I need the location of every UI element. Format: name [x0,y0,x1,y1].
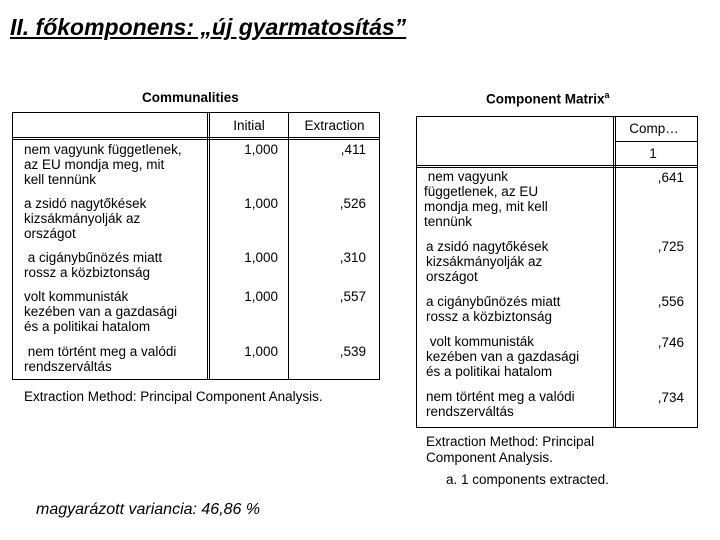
component-matrix-row-label: a cigánybűnözés miatt rossz a közbiztonság [426,294,561,324]
explained-variance: magyarázott variancia: 46,86 % [36,501,261,518]
communalities-row-label: a zsidó nagytőkések kizsákmányolják az országot [24,196,147,241]
component-matrix-value: ,641 [657,170,684,185]
slide-title: II. főkomponens: „új gyarmatosítás” [10,14,407,40]
component-matrix-row-label: a zsidó nagytőkések kizsákmányolják az országot [426,239,549,284]
communalities-header-extraction: Extraction [304,118,365,133]
communalities-caption: Communalities [142,90,239,105]
component-matrix-caption: Component Matrix$^a$ [486,90,610,107]
component-matrix-note: a. 1 components extracted. [446,472,609,487]
component-matrix-value: ,725 [657,239,684,254]
communalities-initial-value: 1,000 [244,250,278,265]
component-matrix-value: ,556 [657,294,684,309]
component-matrix-label-divider [613,116,616,428]
communalities-extraction-value: ,539 [339,344,366,359]
communalities-row-label: volt kommunisták kezében van a gazdasági és a politikai hatalom [24,289,178,334]
component-matrix-header: Comp… [629,121,679,136]
component-matrix-value: ,746 [657,335,684,350]
component-matrix-header-divider [416,165,698,168]
component-matrix-header-split [615,141,698,142]
communalities-row-label: a cigánybűnözés miatt rossz a közbiztonság [24,250,163,280]
component-matrix-subheader: 1 [649,146,657,161]
communalities-header-initial: Initial [233,118,265,133]
component-matrix-footnote: Extraction Method: Principal Component Analysis. [426,434,595,465]
communalities-footnote: Extraction Method: Principal Component Analysis. [24,389,323,404]
component-matrix-row-label: nem történt meg a valódi rendszerváltás [426,389,575,419]
communalities-extraction-value: ,310 [339,250,366,265]
communalities-row-label: nem történt meg a valódi rendszerváltás [24,344,177,374]
component-matrix-row-label: nem vagyunk függetlenek, az EU mondja meg, mit kell tennünk [424,169,548,229]
component-matrix-value: ,734 [657,390,684,405]
communalities-row-label: nem vagyunk függetlenek, az EU mondja meg, mit kell tennünk [24,142,182,187]
communalities-extraction-value: ,557 [339,289,366,304]
communalities-initial-value: 1,000 [244,196,278,211]
component-matrix-row-label: volt kommunisták kezében van a gazdasági és a politikai hatalom [426,334,580,379]
communalities-extraction-value: ,411 [340,142,366,157]
communalities-extraction-value: ,526 [339,196,366,211]
communalities-initial-value: 1,000 [244,344,278,359]
communalities-initial-value: 1,000 [244,289,278,304]
communalities-header-divider [12,137,380,140]
communalities-initial-value: 1,000 [244,142,278,157]
